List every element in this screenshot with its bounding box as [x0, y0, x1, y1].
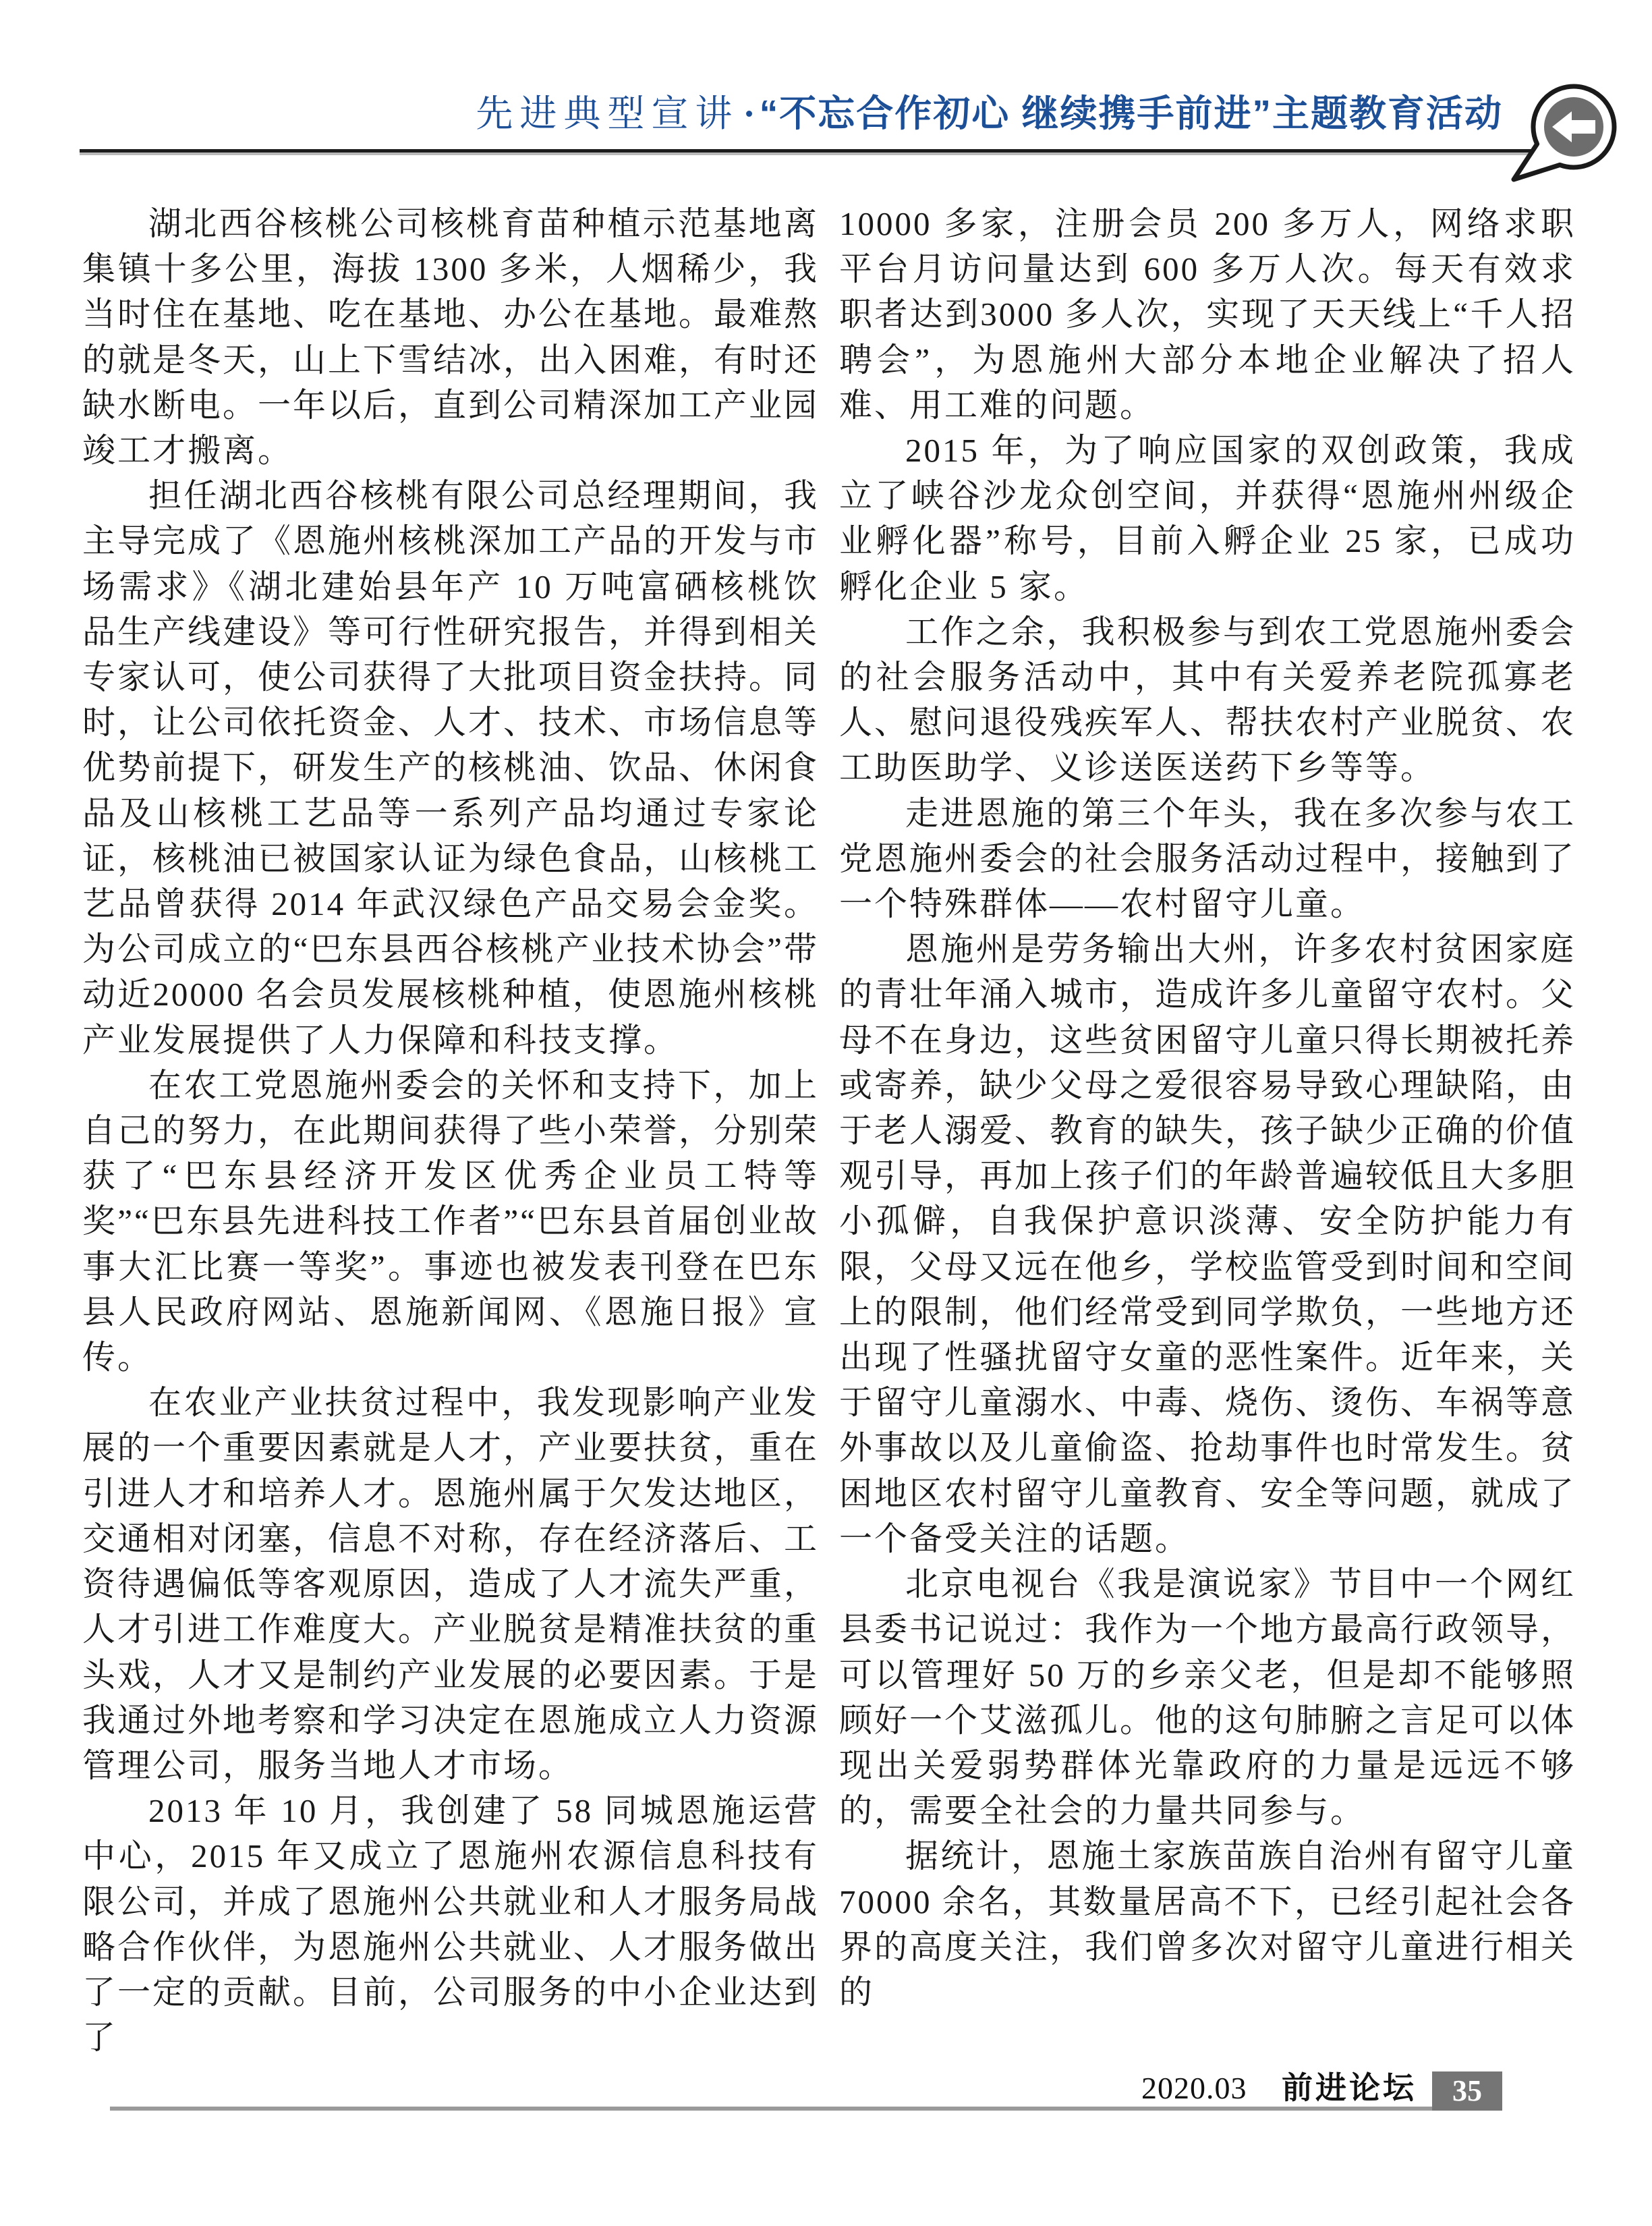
paragraph: 北京电视台《我是演说家》节目中一个网红县委书记说过：我作为一个地方最高行政领导，可以管理好 50 万的乡亲父老，但是却不能够照顾好一个艾滋孤儿。他的这句肺腑之言足可以体现出关爱弱势群体光靠政府的力量是远远不够的，需要全社会的力量共同参与。: [839, 1565, 1576, 1830]
paragraph: 湖北西谷核桃公司核桃育苗种植示范基地离集镇十多公里，海拔 1300 多米，人烟稀少，我当时住在基地、吃在基地、办公在基地。最难熬的就是冬天，山上下雪结冰，出入困难，有时还缺水断电。一年以后，直到公司精深加工产业园竣工才搬离。: [82, 205, 820, 470]
paragraph: 担任湖北西谷核桃有限公司总经理期间，我主导完成了《恩施州核桃深加工产品的开发与市场需求》《湖北建始县年产 10 万吨富硒核桃饮品生产线建设》等可行性研究报告，并得到相关专家认可，使公司获得了大批项目资金扶持。同时，让公司依托资金、人才、技术、市场信息等优势前提下，研发生产的核桃油、饮品、休闲食品及山核桃工艺品等一系列产品均通过专家论证，核桃油已被国家认证为绿色食品，山核桃工艺品曾获得 2014 年武汉绿色产品交易会金奖。为公司成立的“巴东县西谷核桃产业技术协会”带动近20000 名会员发展核桃种植，使恩施州核桃产业发展提供了人力保障和科技支撑。: [82, 477, 820, 1059]
paragraph-continuation: 10000 多家，注册会员 200 多万人，网络求职平台月访问量达到 600 多万人次。每天有效求职者达到3000 多人次，实现了天天线上“千人招聘会”，为恩施州大部分本地企业解决了招人难、用工难的问题。: [839, 205, 1576, 424]
back-arrow-bubble-icon: [1510, 81, 1624, 184]
paragraph: 据统计，恩施土家族苗族自治州有留守儿童70000 余名，其数量居高不下，已经引起社会各界的高度关注，我们曾多次对留守儿童进行相关的: [839, 1837, 1576, 2011]
header-theme-quoted: “不忘合作初心 继续携手前进”: [759, 92, 1272, 134]
page-header-title: [337, 93, 1503, 134]
footer-page-number: 35: [1452, 2074, 1482, 2107]
paragraph: 走进恩施的第三个年头，我在多次参与农工党恩施州委会的社会服务活动过程中，接触到了一个特殊群体——农村留守儿童。: [839, 794, 1576, 923]
paragraph: 在农工党恩施州委会的关怀和支持下，加上自己的努力，在此期间获得了些小荣誉，分别荣获了“巴东县经济开发区优秀企业员工特等奖”“巴东县先进科技工作者”“巴东县首届创业故事大汇比赛一等奖”。事迹也被发表刊登在巴东县人民政府网站、恩施新闻网、《恩施日报》宣传。: [82, 1066, 820, 1376]
paragraph: 在农业产业扶贫过程中，我发现影响产业发展的一个重要因素就是人才，产业要扶贫，重在引进人才和培养人才。恩施州属于欠发达地区，交通相对闭塞，信息不对称，存在经济落后、工资待遇偏低等客观原因，造成了人才流失严重，人才引进工作难度大。产业脱贫是精准扶贫的重头戏，人才又是制约产业发展的必要因素。于是我通过外地考察和学习决定在恩施成立人力资源管理公司，服务当地人才市场。: [82, 1384, 820, 1784]
header-section-name: 先进典型宣讲: [476, 93, 739, 134]
paragraph: 2015 年，为了响应国家的双创政策，我成立了峡谷沙龙众创空间，并获得“恩施州州级企业孵化器”称号，目前入孵企业 25 家，已成功孵化企业 5 家。: [839, 432, 1576, 605]
header-separator-dot: ·: [743, 93, 756, 134]
text-column-right: [839, 201, 1576, 2015]
header-theme-suffix: 主题教育活动: [1272, 92, 1503, 134]
text-column-left: [82, 201, 819, 2060]
footer-issue-date: 2020.03: [1141, 2071, 1247, 2105]
paragraph: 恩施州是劳务输出大州，许多农村贫困家庭的青壮年涌入城市，造成许多儿童留守农村。父母不在身边，这些贫困留守儿童只得长期被托养或寄养，缺少父母之爱很容易导致心理缺陷，由于老人溺爱、教育的缺失，孩子缺少正确的价值观引导，再加上孩子们的年龄普遍较低且大多胆小孤僻，自我保护意识淡薄、安全防护能力有限，父母又远在他乡，学校监管受到时间和空间上的限制，他们经常受到同学欺负，一些地方还出现了性骚扰留守女童的恶性案件。近年来，关于留守儿童溺水、中毒、烧伤、烫伤、车祸等意外事故以及儿童偷盗、抢劫事件也时常发生。贫困地区农村留守儿童教育、安全等问题，就成了一个备受关注的话题。: [839, 930, 1576, 1557]
footer-journal-name: 前进论坛: [1282, 2070, 1417, 2105]
footer-page-number-badge: [1432, 2071, 1502, 2111]
header-divider-rule: [80, 149, 1577, 152]
paragraph: 2013 年 10 月，我创建了 58 同城恩施运营中心，2015 年又成立了恩施州农源信息科技有限公司，并成了恩施州公共就业和人才服务局战略合作伙伴，为恩施州公共就业、人才服务做出了一定的贡献。目前，公司服务的中小企业达到了: [82, 1792, 820, 2057]
footer-journal-line: [809, 2063, 1417, 2108]
paragraph: 工作之余，我积极参与到农工党恩施州委会的社会服务活动中，其中有关爱养老院孤寡老人、慰问退役残疾军人、帮扶农村产业脱贫、农工助医助学、义诊送医送药下乡等等。: [839, 613, 1576, 787]
